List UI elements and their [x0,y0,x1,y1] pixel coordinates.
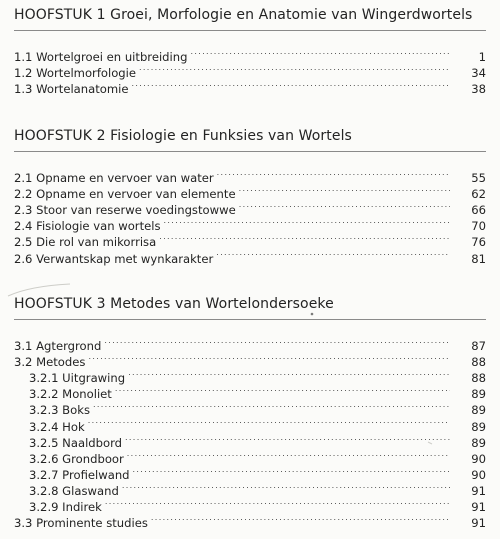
toc-entry-page: 91 [471,500,486,515]
dot-leader [151,511,450,527]
chapter-2 [14,125,486,266]
dot-leader [128,366,450,382]
toc-entry-page: 66 [471,203,486,218]
dot-leader [88,350,450,366]
dot-leader [190,45,450,61]
toc-entry-title: 3.2.7 Profielwand [29,467,130,482]
toc-entry-title: 3.2.5 Naaldbord [29,435,123,450]
toc-entry-page: 88 [471,355,486,370]
toc-entry-title: 3.1 Agtergrond [14,339,102,354]
toc-entry-title: 3.2.9 Indirek [29,500,102,515]
toc-entry-title: 3.2.1 Uitgrawing [29,371,126,386]
dot-leader [125,431,450,447]
chapter-2-heading: HOOFSTUK 2 Fisiologie en Funksies van Wortels [14,125,486,152]
toc-entry-title: 1.2 Wortelmorfologie [14,66,137,81]
toc-entry-page: 90 [471,467,486,482]
dot-leader [93,398,450,414]
dot-leader [88,414,450,430]
toc-entry-page: 1 [478,50,486,65]
toc-entry-title: 3.2.4 Hok [29,419,85,434]
dot-leader [164,214,450,230]
toc-entry-title: 2.2 Opname en vervoer van elemente [14,187,236,202]
chapter-1 [14,4,486,97]
dot-leader [115,382,450,398]
dot-leader [239,198,450,214]
toc-entry-title: 1.3 Wortelanatomie [14,82,129,97]
toc-entry-title: 2.5 Die rol van mikorrisa [14,235,157,250]
dot-leader [216,246,450,262]
toc-entry-title: 3.2.8 Glaswand [29,483,119,498]
dot-leader [239,182,450,198]
dot-leader [132,77,450,93]
dot-leader [122,479,450,495]
toc-entry-page: 89 [471,435,486,450]
toc-entry-title: 2.6 Verwantskap met wynkarakter [14,251,214,266]
toc-entry-page: 55 [471,171,486,186]
toc-entry-page: 34 [471,66,486,81]
dot-leader [127,447,450,463]
toc-entry-page: 89 [471,387,486,402]
toc-entry-page: 62 [471,187,486,202]
toc-entry-page: 88 [471,371,486,386]
toc-entry-title: 2.1 Opname en vervoer van water [14,171,214,186]
toc-entry-title: 3.2 Metodes [14,355,86,370]
toc-entry-page: 90 [471,451,486,466]
dot-leader [105,495,450,511]
toc-entry-title: 3.2.6 Grondboor [29,451,124,466]
toc-entry-page: 38 [471,82,486,97]
toc-entry-page: 81 [471,251,486,266]
dot-leader [217,166,450,182]
chapter-3-entries [14,334,486,531]
toc-entry-page: 76 [471,235,486,250]
toc-entry-page: 91 [471,516,486,531]
toc-entry-title: 2.3 Stoor van reserwe voedingstowwe [14,203,236,218]
toc-entry-title: 3.3 Prominente studies [14,516,148,531]
toc-entry-page: 89 [471,419,486,434]
dot-leader [133,463,450,479]
chapter-1-heading: HOOFSTUK 1 Groei, Morfologie en Anatomie van Wingerdwortels [14,4,486,31]
chapter-2-entries [14,166,486,266]
toc-entry[interactable] [14,45,486,65]
toc-entry-page: 91 [471,483,486,498]
toc-entry-title: 3.2.3 Boks [29,403,90,418]
toc-entry-page: 70 [471,219,486,234]
chapter-3-heading: HOOFSTUK 3 Metodes van Wortelondersoeke [14,293,486,320]
chapter-3 [14,293,486,531]
dot-leader [159,230,450,246]
toc-entry-page: 89 [471,403,486,418]
dot-leader [139,61,450,77]
toc-entry-title: 3.2.2 Monoliet [29,387,112,402]
toc-entry-title: 2.4 Fisiologie van wortels [14,219,161,234]
dot-leader [104,334,450,350]
toc-entry-title: 1.1 Wortelgroei en uitbreiding [14,50,188,65]
toc-entry[interactable] [14,334,486,354]
toc-entry-page: 87 [471,339,486,354]
toc-entry[interactable] [14,166,486,186]
chapter-1-entries [14,45,486,97]
